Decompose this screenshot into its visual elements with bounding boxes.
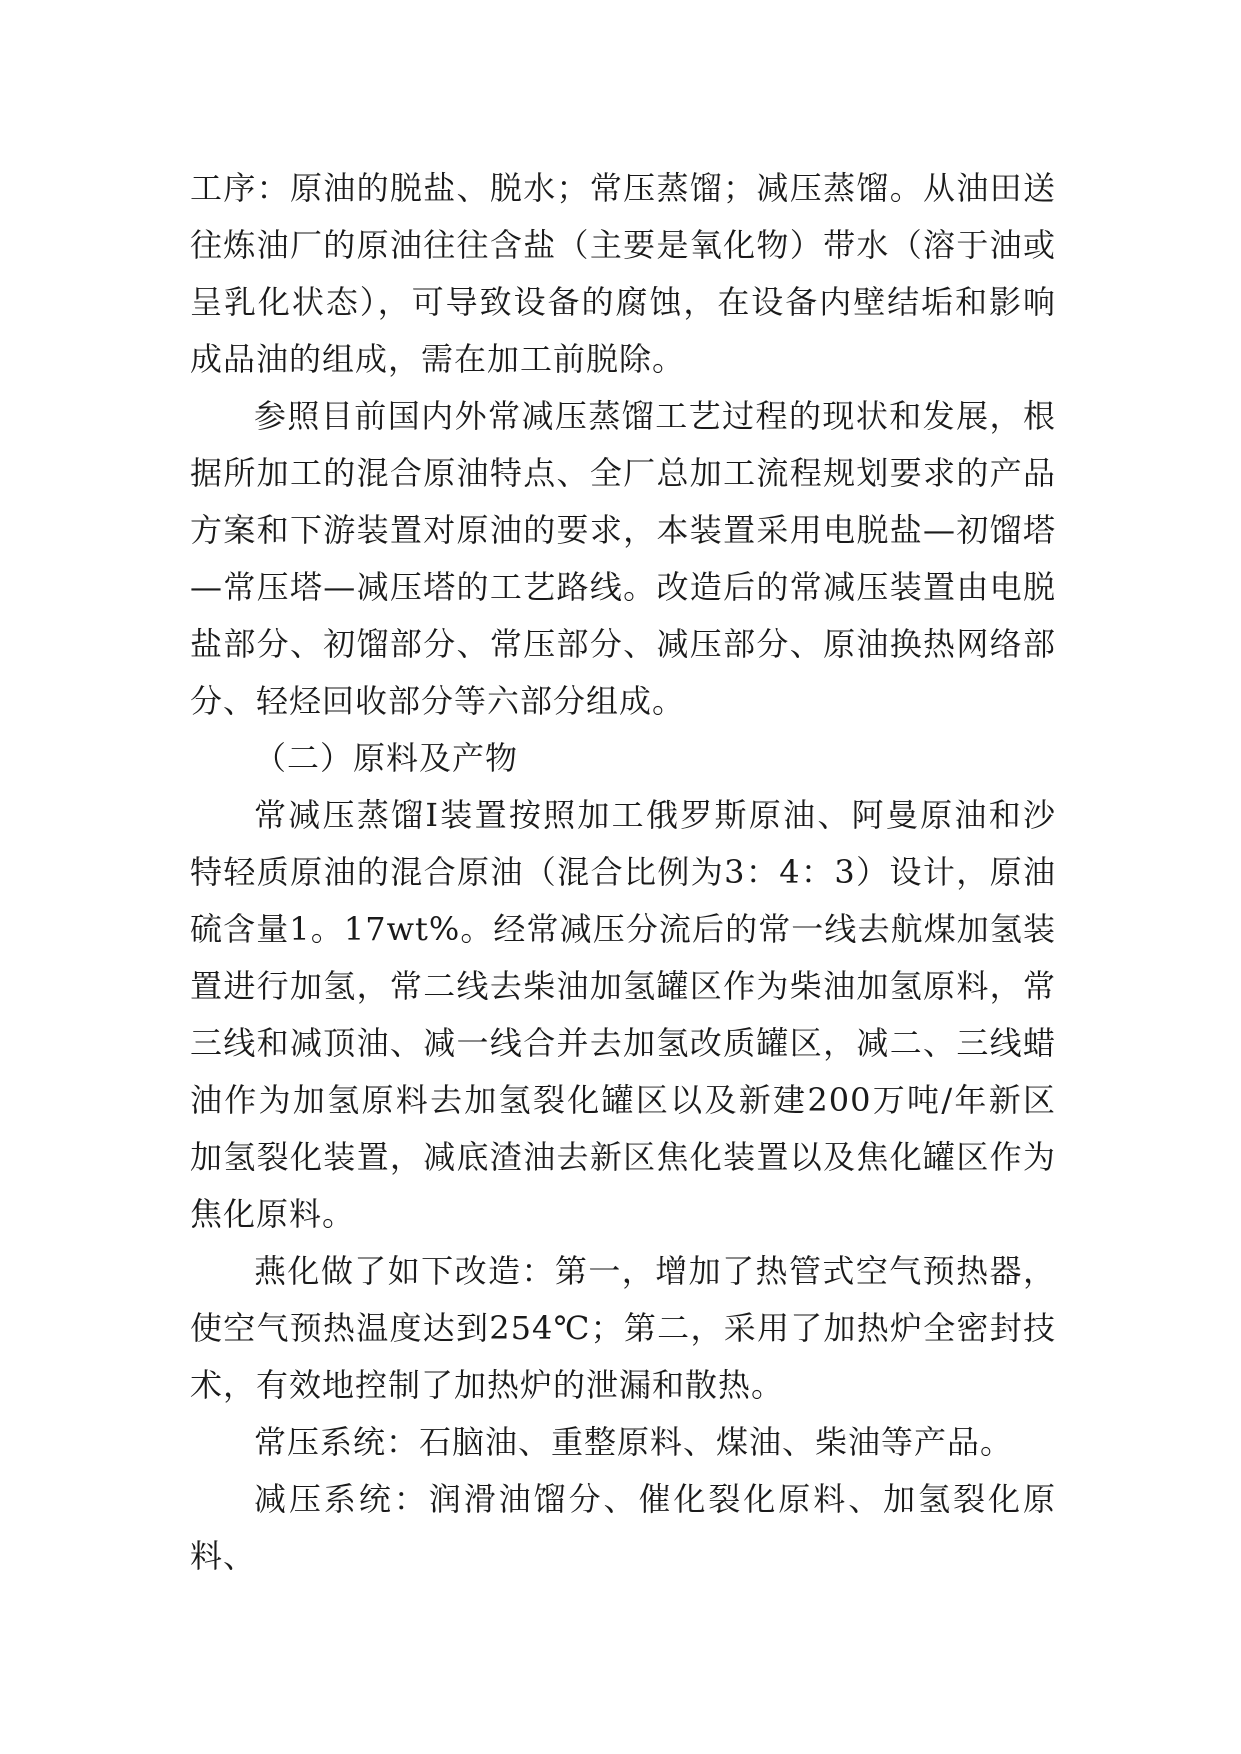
paragraph-atmospheric-system: 常压系统：石脑油、重整原料、煤油、柴油等产品。 bbox=[254, 1423, 1014, 1461]
paragraph-feedstock: 常减压蒸馏Ⅰ装置按照加工俄罗斯原油、阿曼原油和沙特轻质原油的混合原油（混合比例为3：4：3）设计，原油硫含量1。17wt%。经常减压分流后的常一线去航煤加氢装置进行加氢，常二线去柴油加氢罐区作为柴油加氢原料，常三线和减顶油、减一线合并去加氢改质罐区，减二、三线蜡油作为加氢原料去加氢裂化罐区以及新建200万吨/年新区加氢裂化装置，减底渣油去新区焦化装置以及焦化罐区作为焦化原料。 bbox=[190, 796, 1056, 1233]
paragraph-yanhua-modifications: 燕化做了如下改造：第一，增加了热管式空气预热器，使空气预热温度达到254℃；第二，采用了加热炉全密封技术，有效地控制了加热炉的泄漏和散热。 bbox=[190, 1252, 1056, 1404]
section-heading-feedstock-products: （二）原料及产物 bbox=[254, 739, 519, 777]
paragraph-process-route: 参照目前国内外常减压蒸馏工艺过程的现状和发展，根据所加工的混合原油特点、全厂总加工流程规划要求的产品方案和下游装置对原油的要求，本装置采用电脱盐—初馏塔—常压塔—减压塔的工艺路线。改造后的常减压装置由电脱盐部分、初馏部分、常压部分、减压部分、原油换热网络部分、轻烃回收部分等六部分组成。 bbox=[190, 397, 1056, 720]
paragraph-vacuum-system: 减压系统：润滑油馏分、催化裂化原料、加氢裂化原料、 bbox=[190, 1480, 1056, 1575]
body-text bbox=[190, 160, 1056, 1585]
paragraph-process-steps: 工序：原油的脱盐、脱水；常压蒸馏；减压蒸馏。从油田送往炼油厂的原油往往含盐（主要是氧化物）带水（溶于油或呈乳化状态），可导致设备的腐蚀，在设备内壁结垢和影响成品油的组成，需在加工前脱除。 bbox=[190, 169, 1056, 378]
